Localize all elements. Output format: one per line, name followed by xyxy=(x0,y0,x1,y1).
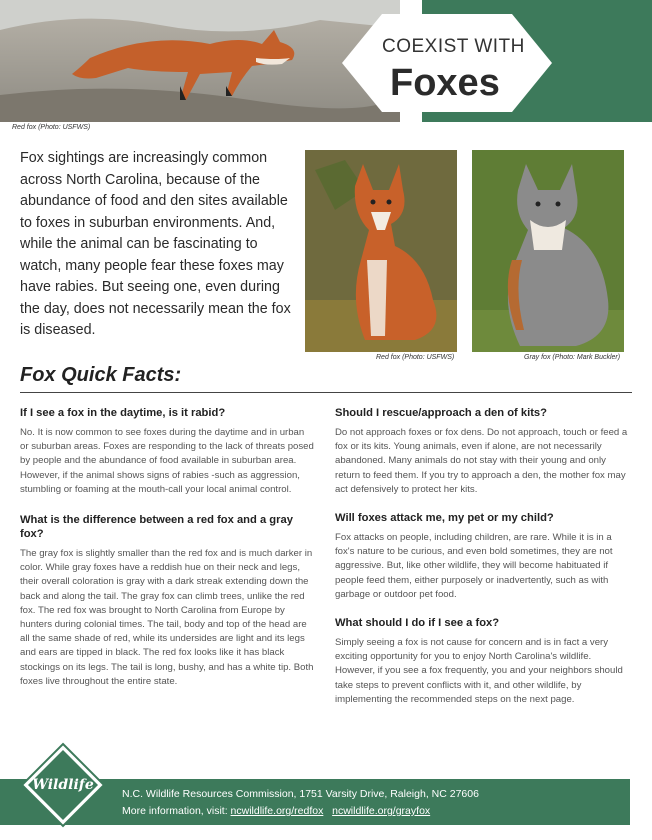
fact-question: Should I rescue/approach a den of kits? xyxy=(335,407,547,419)
svg-text:Wildlife: Wildlife xyxy=(32,777,94,793)
wildlife-logo xyxy=(20,742,106,828)
fact-item xyxy=(335,616,630,707)
photo-caption-red-fox: Red fox (Photo: USFWS) xyxy=(376,354,455,361)
facts-right-column xyxy=(335,406,630,707)
fact-question: If I see a fox in the daytime, is it rabid? xyxy=(20,407,226,419)
fact-question: Will foxes attack me, my pet or my child? xyxy=(335,512,554,525)
fact-item xyxy=(335,511,630,602)
link-redfox[interactable]: ncwildlife.org/redfox xyxy=(230,805,324,817)
link-grayfox[interactable]: ncwildlife.org/grayfox xyxy=(332,805,431,817)
title-coexist: COEXIST WITH xyxy=(382,36,525,57)
divider xyxy=(20,392,632,393)
fact-item xyxy=(335,406,630,497)
fact-question: What should I do if I see a fox? xyxy=(335,617,500,630)
photo-red-fox xyxy=(305,150,457,352)
photo-gray-fox xyxy=(472,150,624,352)
fact-item xyxy=(20,406,315,497)
footer-more-label: More information, visit: xyxy=(122,805,228,817)
footer-more-info xyxy=(122,805,430,817)
intro-paragraph: Fox sightings are increasingly common across North Carolina, because of the abundance of food and den sites available to foxes in suburban environments. And, while the animal can be fascinating to watch, many people fear these foxes may have rabies. But seeing one, even during the day, does not necessarily mean the fox is diseased. xyxy=(20,150,291,338)
fact-answer: Fox attacks on people, including children, are rare. While it is in a fox's nature to be curious, and even bold sometimes, they are not aggressive. But, like other wildlife, they will become habituated if people feed them, either purposely or inadvertently, such as with garbage or outdoor pet food. xyxy=(335,532,613,600)
title-foxes: Foxes xyxy=(390,62,500,104)
fact-answer: Do not approach foxes or fox dens. Do not approach, touch or feed a fox or its kits. Young animals, even if alone, are not necessarily abandoned. Many animals do not stay with their young and only return to feed them. If you try to approach a den, the mother fox may act defensively to protect her kits. xyxy=(335,427,628,495)
hero-photo-red-fox xyxy=(0,0,400,122)
fact-answer: Simply seeing a fox is not cause for concern and is in fact a very exciting opportunity for you to enjoy North Carolina's wildlife. However, if you see a fox frequently, you and your neighbors should take steps to prevent conflicts with it, and other wildlife, by implementing the recommended steps on the next page. xyxy=(335,637,623,705)
facts-left-column xyxy=(20,406,315,689)
hero-caption: Red fox (Photo: USFWS) xyxy=(12,124,91,131)
fact-item xyxy=(20,513,315,689)
fact-question: What is the difference between a red fox and a gray fox? xyxy=(20,514,293,541)
fact-answer: The gray fox is slightly smaller than the red fox and is much darker in color. While gray foxes have a reddish hue on their neck and legs, their overall coloration is gray with a dark streak extending down the back and along the tail. The gray fox can climb trees, unlike the red fox. The red fox was brought to North Carolina from Europe by hunters during colonial times. The tail, body and top of the head are all the same shade of red, while its undersides are light and its legs and ears are tipped in black. The red fox looks like it has black stockings on its legs. The tail is long, bushy, and has a white tip. Both foxes live throughout the entire state. xyxy=(20,548,314,687)
footer-address: N.C. Wildlife Resources Commission, 1751 Varsity Drive, Raleigh, NC 27606 xyxy=(122,788,479,800)
quick-facts-title: Fox Quick Facts: xyxy=(20,364,182,386)
photo-caption-gray-fox: Gray fox (Photo: Mark Buckler) xyxy=(524,354,621,361)
fact-answer: No. It is now common to see foxes during the daytime and in urban or suburban areas. Foxes are responding to the lack of threats posed by people and the abundance of food available in suburban area. However, if the animal shows signs of rabies -such as aggression, stumbling or foaming at the mouth-call your local animal control. xyxy=(20,427,314,495)
